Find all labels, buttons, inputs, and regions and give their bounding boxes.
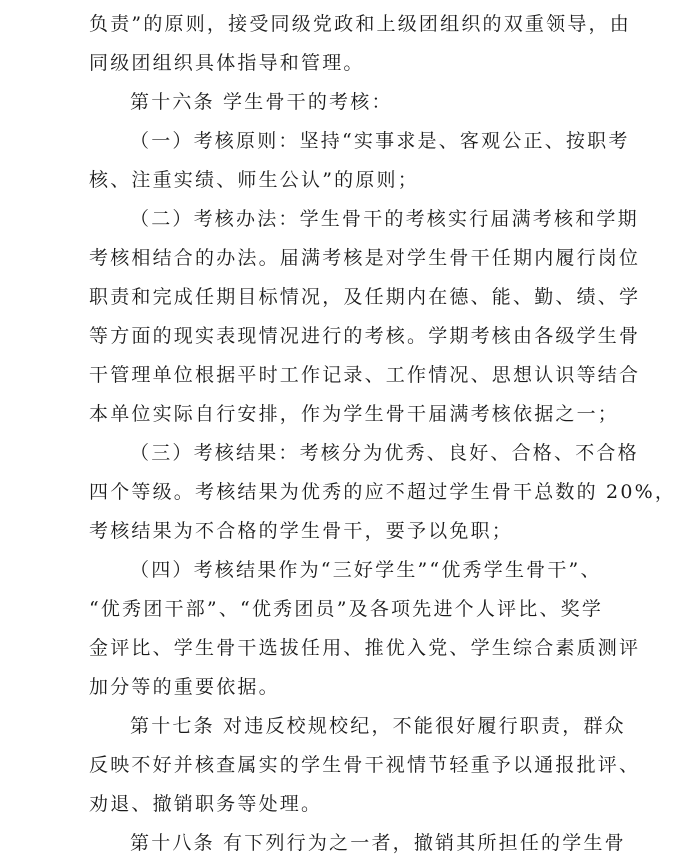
- text-line-12: （三）考核结果：考核分为优秀、良好、合格、不合格: [130, 442, 639, 464]
- text-line-17: 金评比、学生骨干选拔任用、推优入党、学生综合素质测评: [89, 637, 641, 659]
- text-line-5: 核、注重实绩、师生公认”的原则；: [89, 169, 419, 191]
- text-line-9: 等方面的现实表现情况进行的考核。学期考核由各级学生骨: [89, 325, 641, 347]
- text-line-15: （四）考核结果作为“三好学生”“优秀学生骨干”、: [130, 559, 602, 581]
- article-16-heading: 第十六条 学生骨干的考核：: [130, 91, 393, 113]
- text-line-1: 负责”的原则，接受同级党政和上级团组织的双重领导，由: [89, 13, 631, 35]
- article-18-heading: 第十八条 有下列行为之一者，撤销其所担任的学生骨: [130, 832, 626, 854]
- text-line-7: 考核相结合的办法。届满考核是对学生骨干任期内履行岗位: [89, 247, 641, 269]
- article-17-heading: 第十七条 对违反校规校纪，不能很好履行职责，群众: [130, 715, 626, 737]
- text-line-2: 同级团组织具体指导和管理。: [89, 52, 365, 74]
- text-line-10: 干管理单位根据平时工作记录、工作情况、思想认识等结合: [89, 364, 641, 386]
- text-line-11: 本单位实际自行安排，作为学生骨干届满考核依据之一；: [89, 403, 620, 425]
- text-line-4: （一）考核原则：坚持“实事求是、客观公正、按职考: [130, 130, 630, 152]
- text-line-8: 职责和完成任期目标情况，及任期内在德、能、勤、绩、学: [89, 286, 641, 308]
- text-line-16: “优秀团干部”、“优秀团员”及各项先进个人评比、奖学: [89, 598, 604, 620]
- text-line-18: 加分等的重要依据。: [89, 676, 280, 698]
- text-line-14: 考核结果为不合格的学生骨干，要予以免职；: [89, 520, 514, 542]
- text-line-13: 四个等级。考核结果为优秀的应不超过学生骨干总数的 20%，: [89, 481, 677, 503]
- text-line-21: 劝退、撤销职务等处理。: [89, 793, 323, 815]
- text-line-6: （二）考核办法：学生骨干的考核实行届满考核和学期: [130, 208, 639, 230]
- text-line-20: 反映不好并核查属实的学生骨干视情节轻重予以通报批评、: [89, 754, 641, 776]
